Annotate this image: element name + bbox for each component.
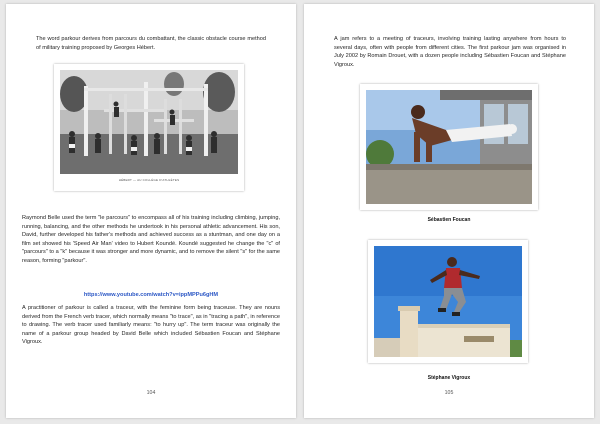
left-page — [6, 4, 296, 418]
caption-foucan: Sébastien Foucan — [427, 217, 471, 223]
paragraph-jam: A jam refers to a meeting of traceurs, involving training lasting anywhere from hours to several days, often with people from different cities. The first parkour jam was organised in July 2002 by Romain Drouet, with a dozen people including Sébastien Foucan and Stéphane Vigroux. — [334, 36, 566, 68]
foucan-photo — [360, 84, 538, 210]
paragraph-parkour-origin: The word parkour derives from parcours du combattant, the classic obstacle course method of military training proposed by Georges Hébert. — [36, 36, 266, 51]
photo-inscription: HÉBERT — AU COLLÈGE D'ATHLÈTES — [118, 178, 180, 182]
page-number-right: 105 — [444, 390, 454, 396]
historical-photo-frame — [54, 64, 244, 191]
right-page — [304, 4, 594, 418]
youtube-link[interactable]: https://www.youtube.com/watch?v=ippMPPu6gHM — [83, 292, 219, 298]
hebert-training-photo — [54, 64, 244, 191]
paragraph-traceur: A practitioner of parkour is called a traceur, with the feminine form being traceuse. They are nouns derived from the French verb tracer, which normally means "to trace", as in "tracing a path", in reference to drawing. The verb tracer used familiarly means: "to hurry up". The term traceur was originally the name of a parkour group headed by David Belle which included Sébastien Foucan and Stéphane Vigroux. — [22, 305, 280, 346]
foucan-photo-frame — [360, 84, 538, 210]
vigroux-photo — [368, 240, 528, 363]
vigroux-photo-frame — [368, 240, 528, 363]
page-number-left: 104 — [146, 390, 156, 396]
paragraph-raymond-belle: Raymond Belle used the term "le parcours" to encompass all of his training including climbing, jumping, running, balancing, and the other methods he undertook in his personal athletic advancement. His son, David, further developed his father's methods and achieved success as a stuntman, and one day on a film set showed his 'Speed Air Man' video to Hubert Koundé. Koundé suggested he change the "c" of "parcours" to a "k" because it was stronger and more dynamic, and to remove the silent "s" for the same reason, forming "parkour". — [22, 215, 280, 264]
caption-vigroux: Stéphane Vigroux — [427, 375, 471, 381]
